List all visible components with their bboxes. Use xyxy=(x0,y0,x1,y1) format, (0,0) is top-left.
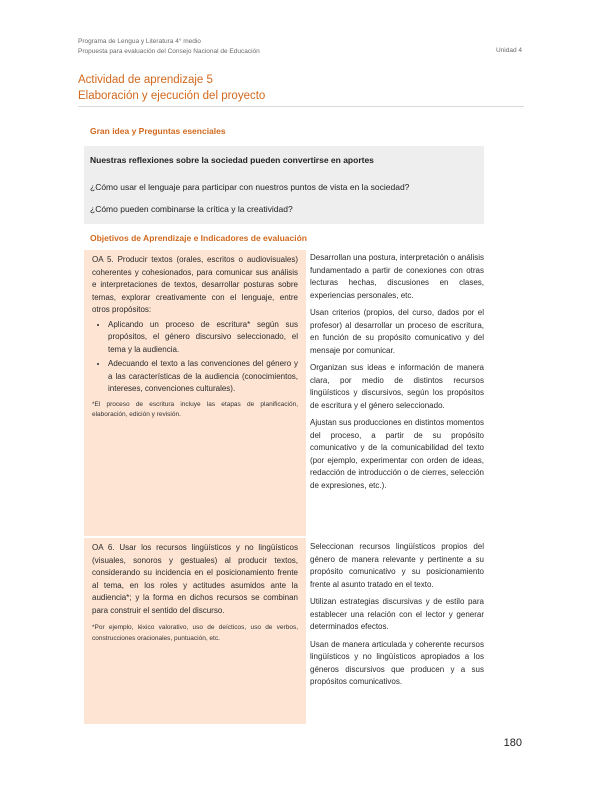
oa5-footnote: *El proceso de escritura incluye las etapas de planificación, elaboración, edición y revisión. xyxy=(92,400,298,418)
oa6-text: OA 6. Usar los recursos lingüísticos y no lingüísticos (visuales, sonoros y gestuales) al producir textos, considerando su incidencia en el posicionamiento frente al tema, en los roles y actitudes asumidos ante la audiencia*; y la forma en dichos recursos se combinan para construir el sentido del discurso. xyxy=(92,543,298,615)
oa5-indicators xyxy=(310,252,484,497)
oa6-indicator-1: Seleccionan recursos lingüísticos propios del género de manera relevante y pertinente a su propósito comunicativo y su posicionamiento frente al asunto tratado en el texto. xyxy=(310,542,484,589)
oa5-bullets xyxy=(92,319,298,396)
oa5-bullet-1: • Aplicando un proceso de escritura* según sus propósitos, el género discursivo seleccionado, el tema y la audiencia. xyxy=(108,319,298,357)
oa6-indicator-2: Utilizan estrategias discursivas y de estilo para establecer una relación con el lector y generar determinados efectos. xyxy=(310,597,484,631)
essential-question-2: ¿Cómo pueden combinarse la crítica y la creatividad? xyxy=(90,204,293,214)
oa5-indicator-3: Organizan sus ideas e información de manera clara, por medio de distintos recursos lingüísticos y discursivos, según los propósitos de escritura y el género seleccionado. xyxy=(310,363,484,410)
activity-heading xyxy=(78,72,265,104)
oa5-indicator-2: Usan criterios (propios, del curso, dados por el profesor) al desarrollar un proceso de escritura, en función de su propósito comunicativo y del mensaje por comunicar. xyxy=(310,308,484,355)
objectives-heading: Objetivos de Aprendizaje e Indicadores de evaluación xyxy=(90,233,307,243)
oa5-indicator-4: Ajustan sus producciones en distintos momentos del proceso, a partir de su propósito comunicativo y de la comunicabilidad del texto (por ejemplo, experimentar con orden de ideas, redacción de introducción o de cierres, selección de expresiones, etc.). xyxy=(310,418,484,490)
activity-subtitle: Elaboración y ejecución del proyecto xyxy=(78,90,266,102)
oa6-cell xyxy=(84,538,306,724)
oa5-indicator-1: Desarrollan una postura, interpretación o análisis fundamentado a partir de conexiones con otras lecturas hechas, discusiones en clases, experiencias personales, etc. xyxy=(310,253,484,300)
oa6-indicators xyxy=(310,541,484,694)
header-unit: Unidad 4 xyxy=(495,47,522,54)
document-header xyxy=(78,37,260,57)
oa5-text: OA 5. Producir textos (orales, escritos o audiovisuales) coherentes y cohesionados, para comunicar sus análisis e interpretaciones de textos, desarrollar posturas sobre temas, explorar creativamente con el lenguaje, entre otros propósitos: xyxy=(92,255,298,314)
activity-title: Actividad de aprendizaje 5 xyxy=(78,74,213,86)
page-number: 180 xyxy=(503,737,522,749)
essential-question-1: ¿Cómo usar el lenguaje para participar con nuestros puntos de vista en la sociedad? xyxy=(90,182,410,192)
oa6-indicator-3: Usan de manera articulada y coherente recursos lingüísticos y no lingüísticos apropiados a los géneros discursivos que producen y a sus propósitos comunicativos. xyxy=(310,639,484,686)
oa5-cell xyxy=(84,250,306,536)
oa5-bullet-2: • Adecuando el texto a las convenciones del género y a las características de la audiencia (conocimientos, intereses, convenciones culturales). xyxy=(108,358,298,396)
header-proposal: Propuesta para evaluación del Consejo Nacional de Educación xyxy=(78,48,260,55)
gran-idea-statement: Nuestras reflexiones sobre la sociedad pueden convertirse en aportes xyxy=(90,155,374,165)
oa6-footnote: *Por ejemplo, léxico valorativo, uso de deícticos, uso de verbos, construcciones oracionales, puntuación, etc. xyxy=(92,624,298,642)
gran-idea-heading: Gran idea y Preguntas esenciales xyxy=(90,126,226,136)
header-program: Programa de Lengua y Literatura 4° medio xyxy=(78,38,201,45)
header-divider xyxy=(78,106,524,107)
